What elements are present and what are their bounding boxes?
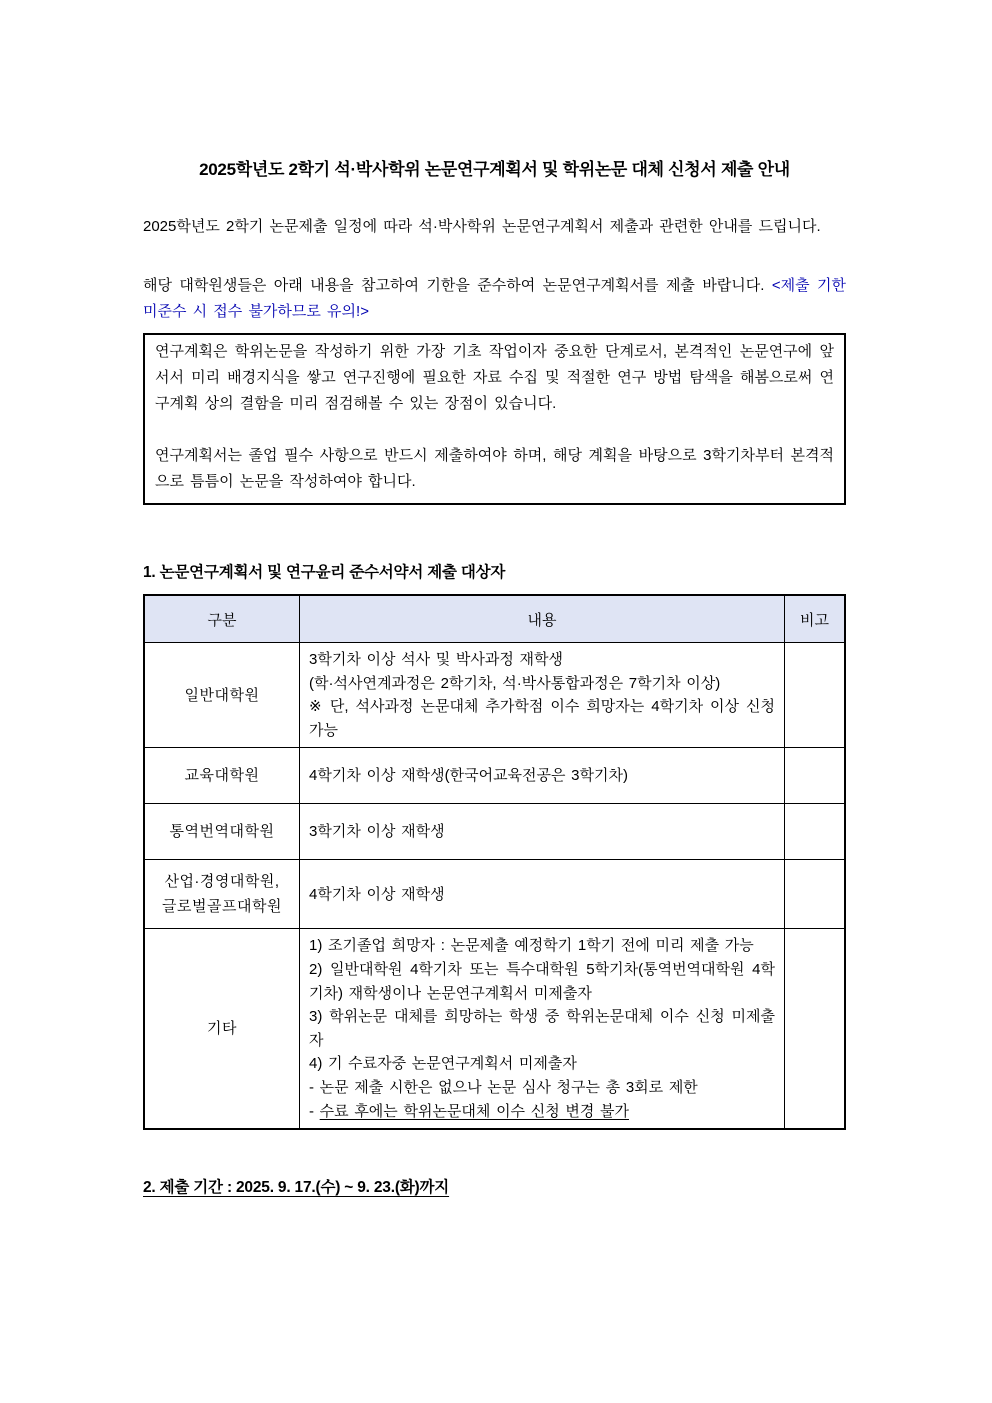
note-cell [785,804,846,860]
note-cell [785,643,846,748]
submission-target-table [143,594,846,1130]
table-row [144,748,845,804]
category-cell [144,804,300,860]
deadline-text: 해당 대학원생들은 아래 내용을 참고하여 기한을 준수하여 논문연구계획서를 제출 바랍니다. [143,277,772,294]
info-box-paragraph-2: 연구계획서는 졸업 필수 사항으로 반드시 제출하여야 하며, 해당 계획을 바탕으로 3학기차부터 본격적으로 틈틈이 논문을 작성하여야 합니다. [155,447,834,490]
table-row [144,804,845,860]
deadline-paragraph [143,273,846,325]
deadline-warning-text: <제출 기한 미준수 시 접수 불가하므로 유의!> [143,277,847,320]
info-box [143,333,846,505]
table-header-row [144,595,845,643]
category-cell [144,860,300,929]
category-cell [144,748,300,804]
content-line: 2) 일반대학원 4학기차 또는 특수대학원 5학기차(통역번역대학원 4학기차) 재학생이나 논문연구계획서 미제출자 [309,960,775,1002]
content-line: 4) 기 수료자중 논문연구계획서 미제출자 [309,1055,577,1073]
content-line: 3) 학위논문 대체를 희망하는 학생 중 학위논문대체 이수 신청 미제출자 [309,1008,775,1049]
category-cell [144,643,300,748]
category-cell [144,929,300,1129]
content-cell [300,643,785,748]
content-cell [300,748,785,804]
content-line: 4학기차 이상 재학생 [309,885,445,903]
header-content: 내용 [300,595,785,643]
table-body [144,643,845,1130]
content-cell [300,860,785,929]
category-line: 산업·경영대학원, [164,873,280,891]
note-cell [785,929,846,1129]
note-cell [785,860,846,929]
content-line: (학·석사연계과정은 2학기차, 석·박사통합과정은 7학기차 이상) [309,674,721,692]
note-cell [785,748,846,804]
category-line: 일반대학원 [184,686,260,704]
info-box-paragraph-1: 연구계획은 학위논문을 작성하기 위한 가장 기초 작업이자 중요한 단계로서, 본격적인 논문연구에 앞서서 미리 배경지식을 쌓고 연구진행에 필요한 자료 수집 및 적절한 연구 방법 탐색을 해봄으로써 연구계획 상의 결함을 미리 점검해볼 수 있는 장점이 있습니다. [155,343,834,412]
table-row [144,860,845,929]
content-cell [300,929,785,1129]
category-line: 통역번역대학원 [169,823,275,841]
content-line: 3학기차 이상 재학생 [309,823,445,841]
header-note: 비고 [785,595,846,643]
content-cell [300,804,785,860]
header-category: 구분 [144,595,300,643]
table-header [144,595,845,643]
table-row [144,643,845,748]
section2-heading: 2. 제출 기간 : 2025. 9. 17.(수) ~ 9. 23.(화)까지 [143,1179,450,1197]
notice-title: 2025학년도 2학기 석·박사학위 논문연구계획서 및 학위논문 대체 신청서 제출 안내 [199,160,790,179]
category-line: 기타 [207,1020,237,1038]
content-line: 4학기차 이상 재학생(한국어교육전공은 3학기차) [309,767,628,785]
category-line: 교육대학원 [184,767,260,785]
content-line: - 수료 후에는 학위논문대체 이수 신청 변경 불가 [309,1102,629,1120]
table-row [144,929,845,1129]
content-line: 3학기차 이상 석사 및 박사과정 재학생 [309,651,564,668]
section1-heading: 1. 논문연구계획서 및 연구윤리 준수서약서 제출 대상자 [143,564,506,581]
category-line: 글로벌골프대학원 [162,898,282,916]
content-line: - 논문 제출 시한은 없으나 논문 심사 청구는 총 3회로 제한 [309,1078,698,1096]
content-line: 1) 조기졸업 희망자 : 논문제출 예정학기 1학기 전에 미리 제출 가능 [309,937,754,955]
intro-paragraph: 2025학년도 2학기 논문제출 일정에 따라 석·박사학위 논문연구계획서 제출과 관련한 안내를 드립니다. [143,218,821,235]
content-line: ※ 단, 석사과정 논문대체 추가학점 이수 희망자는 4학기차 이상 신청 가능 [309,698,775,739]
